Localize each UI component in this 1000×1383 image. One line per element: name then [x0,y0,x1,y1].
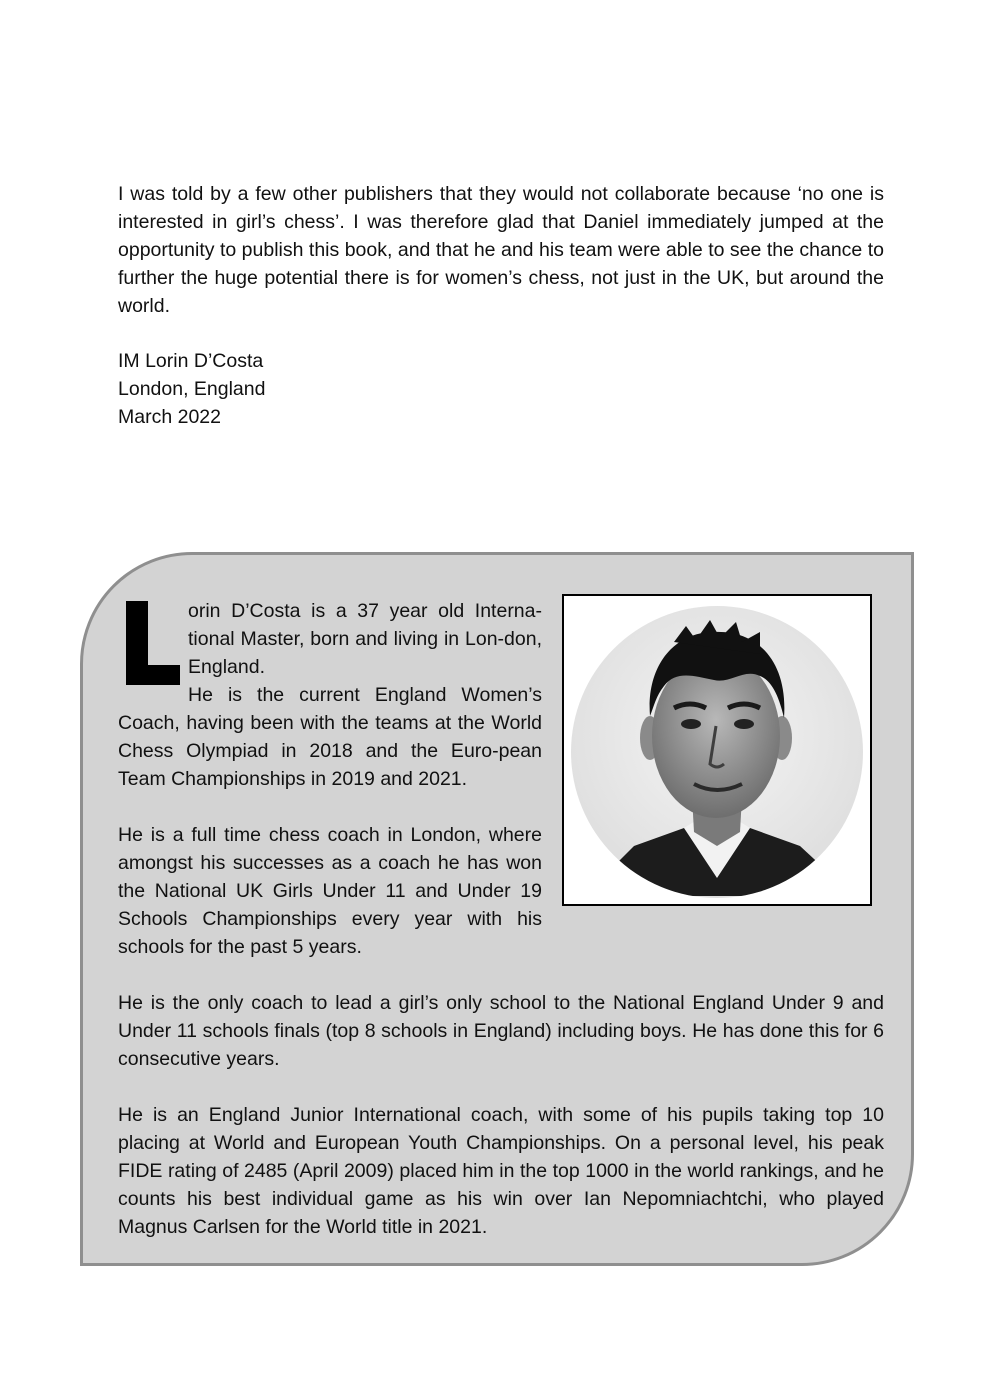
signature-date: March 2022 [118,406,221,428]
signature-name: IM Lorin D’Costa [118,350,264,372]
bio-paragraph-3: He is a full time chess coach in London, where amongst his successes as a coach he has won the National UK Girls Under 11 and Under 19 Schools Championships every year with his schools for the past 5 years. [118,824,542,958]
bio-paragraph-5: He is an England Junior International coach, with some of his pupils taking top 10 placing at World and European Youth Championships. On a personal level, his peak FIDE rating of 2485 (April 2009) placed him in the top 1000 in the world rankings, and he counts his best individual game as his win over Ian Nepomniachtchi, who played Magnus Carlsen for the World title in 2021. [118,1104,884,1238]
signature-place: London, England [118,378,266,400]
signature-block [118,347,265,431]
bio-paragraph-1: orin D’Costa is a 37 year old Interna-tional Master, born and living in Lon-don, England. [188,600,542,678]
author-photo [562,594,872,906]
bio-full-width [118,989,884,1241]
drop-cap-l [118,601,178,685]
bio-column [118,597,542,961]
bio-paragraph-2: He is the current England Women’s Coach, having been with the teams at the World Chess Olympiad in 2018 and the Euro-pean Team Championships in 2019 and 2021. [118,684,542,790]
bio-paragraph-4: He is the only coach to lead a girl’s only school to the National England Under 9 and Under 11 schools finals (top 8 schools in England) including boys. He has done this for 6 consecutive years. [118,992,884,1070]
intro-paragraph: I was told by a few other publishers that they would not collaborate because ‘no one is interested in girl’s chess’. I was therefore glad that Daniel immediately jumped at the opportunity to publish this book, and that he and his team were able to see the chance to further the huge potential there is for women’s chess, not just in the UK, but around the world. [118,183,884,317]
portrait-image [564,596,870,904]
